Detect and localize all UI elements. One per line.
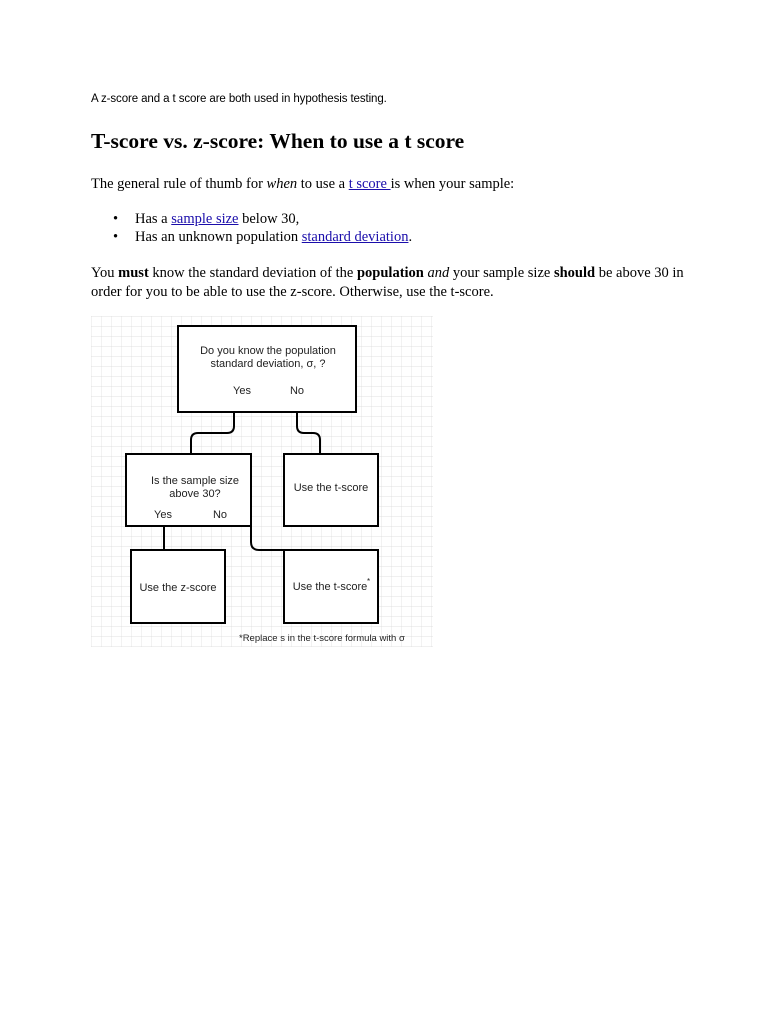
list-item bbox=[91, 228, 412, 246]
rule-bold: must bbox=[118, 265, 149, 281]
list-item-text: Has an unknown population bbox=[135, 229, 302, 245]
list-item-text: below 30, bbox=[238, 211, 300, 227]
intro-text-2: to use a bbox=[297, 176, 349, 192]
rule-paragraph bbox=[91, 264, 691, 302]
q2-line1: Is the sample size bbox=[150, 475, 240, 487]
rule-bold: should bbox=[553, 265, 596, 281]
rule-text: your sample size bbox=[449, 265, 554, 281]
rule-bold: population bbox=[356, 265, 424, 281]
q2-no-label: No bbox=[212, 509, 228, 521]
use-t-label-2: Use the t-score bbox=[292, 581, 368, 593]
rule-text: know the standard deviation of the bbox=[148, 265, 357, 281]
bullet-marker: • bbox=[113, 229, 119, 245]
criteria-list bbox=[91, 210, 412, 246]
asterisk-mark: * bbox=[367, 577, 371, 586]
t-score-link[interactable]: t score bbox=[348, 176, 391, 192]
intro-text-3: is when your sample: bbox=[390, 176, 515, 192]
bullet-marker: • bbox=[113, 211, 119, 227]
list-item-text: Has a bbox=[135, 211, 172, 227]
decision-flowchart bbox=[91, 316, 433, 647]
list-item-text: . bbox=[408, 229, 413, 245]
q2-line2: above 30? bbox=[169, 488, 221, 500]
q1-yes-label: Yes bbox=[233, 385, 251, 397]
q1-no-label: No bbox=[289, 385, 305, 397]
list-item bbox=[91, 210, 412, 228]
q1-line1: Do you know the population bbox=[200, 345, 336, 357]
use-z-label: Use the z-score bbox=[139, 582, 217, 594]
sample-size-link[interactable]: sample size bbox=[171, 211, 239, 227]
intro-emphasis: when bbox=[266, 176, 298, 192]
page-title: T-score vs. z-score: When to use a t score bbox=[91, 129, 465, 153]
rule-italic: and bbox=[427, 265, 450, 281]
use-t-label: Use the t-score bbox=[293, 482, 369, 494]
q1-line2: standard deviation, σ, ? bbox=[210, 358, 326, 370]
caption: A z-score and a t score are both used in hypothesis testing. bbox=[91, 93, 387, 105]
rule-text: be above 30 in order for you to be able to use the z-score. Otherwise, use the t-score. bbox=[91, 265, 684, 300]
q2-yes-label: Yes bbox=[154, 509, 172, 521]
standard-deviation-link[interactable]: standard deviation bbox=[301, 229, 409, 245]
rule-text: You bbox=[91, 265, 119, 281]
footnote: *Replace s in the t-score formula with σ bbox=[239, 633, 405, 644]
intro-text-1: The general rule of thumb for bbox=[91, 176, 267, 192]
intro-paragraph bbox=[91, 175, 691, 194]
